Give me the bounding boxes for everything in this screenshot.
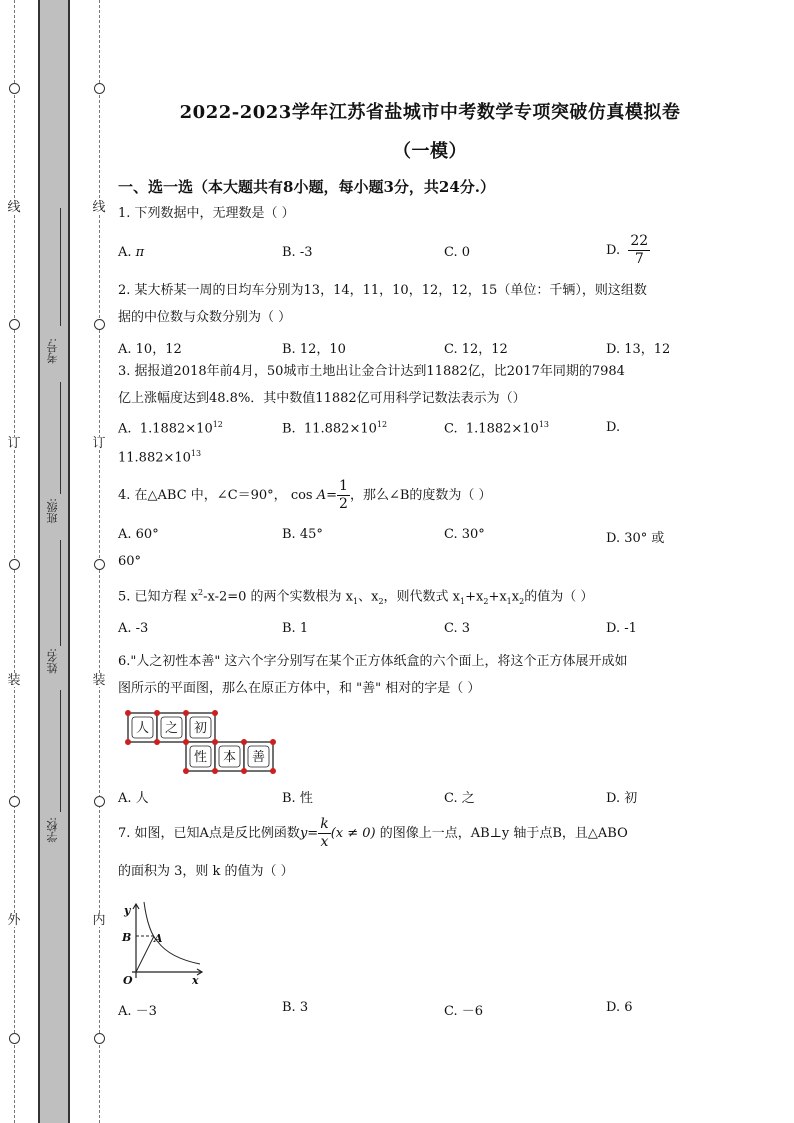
question-2-stem-line1: 2. 某大桥某一周的日均车分别为13，14，11，10，12，12，15（单位：千辆），则这组数 — [118, 283, 647, 298]
binding-hole — [94, 83, 105, 94]
q7-option-a: A. －3 — [118, 1004, 157, 1019]
fill-line — [60, 382, 61, 494]
margin-char-inner: 内 — [92, 913, 106, 928]
q7-option-c: C. －6 — [444, 1004, 484, 1019]
binding-strip — [38, 0, 70, 1123]
binding-hole — [94, 796, 105, 807]
page-subtitle: （一模） — [393, 141, 467, 162]
graph-b-label: B — [122, 931, 132, 944]
margin-char-outer: 线 — [7, 200, 21, 215]
margin-char-inner: 线 — [92, 200, 106, 215]
fill-line — [60, 540, 61, 646]
binding-hole — [9, 319, 20, 330]
binding-hole — [9, 1033, 20, 1044]
margin-char-outer: 装 — [7, 673, 21, 688]
q2-option-c: C. 12，12 — [444, 342, 508, 357]
binding-hole — [9, 559, 20, 570]
q6-option-c: C. 之 — [444, 791, 475, 806]
question-7-stem: 7. 如图，已知A点是反比例函数y= $\frac{k}{x}$ (x ≠ 0) 的图像上一点，AB⊥y 轴于点B，且△ABO — [118, 816, 628, 850]
margin-char-inner: 订 — [92, 436, 106, 451]
graph-a-label: A — [154, 932, 163, 945]
section-heading: 一、选一选（本大题共有8小题，每小题3分，共24分.） — [118, 178, 495, 196]
net-face-1: 人 — [135, 721, 150, 736]
q1-option-a: A. π — [118, 245, 145, 260]
graph-x-label: x — [192, 974, 199, 987]
binding-hole — [94, 319, 105, 330]
school-label: 学校: — [46, 817, 59, 843]
q4-option-a: A. 60° — [118, 527, 159, 542]
hyperbola-graph — [118, 896, 208, 988]
question-3-stem-line2: 亿上涨幅度达到48.8%．其中数值11882亿可用科学记数法表示为（） — [118, 391, 526, 406]
q4-option-d: D. 30° 或 — [606, 531, 665, 546]
name-label: 姓名: — [46, 648, 59, 674]
q6-option-d: D. 初 — [606, 791, 638, 806]
q5-option-d: D. -1 — [606, 621, 637, 636]
margin-char-inner: 装 — [92, 673, 106, 688]
binding-hole — [9, 83, 20, 94]
fill-line — [60, 690, 61, 812]
q3-option-c: C. $1.1882\times 10^{13}$ — [444, 420, 549, 437]
cube-net-figure — [122, 708, 284, 776]
question-1-stem: 1. 下列数据中，无理数是（ ） — [118, 206, 295, 221]
question-6-stem-line1: 6."人之初性本善" 这六个字分别写在某个正方体纸盒的六个面上，将这个正方体展开成如 — [118, 654, 628, 669]
question-2-stem-line2: 据的中位数与众数分别为（ ） — [118, 310, 292, 325]
class-label: 班级: — [46, 498, 59, 524]
graph-y-label: y — [124, 904, 131, 917]
q1-option-d: D. $\frac{22}{7}$ — [606, 233, 649, 267]
net-face-4: 性 — [193, 750, 208, 765]
q5-option-c: C. 3 — [444, 621, 471, 636]
q3-option-d-label: D. — [606, 420, 621, 435]
question-6-stem-line2: 图所示的平面图，那么在原正方体中，和 "善" 相对的字是（ ） — [118, 681, 481, 696]
net-face-3: 初 — [193, 721, 208, 736]
margin-char-outer: 订 — [7, 436, 21, 451]
q2-option-d: D. 13，12 — [606, 342, 671, 357]
page-title: 2022-2023学年江苏省盐城市中考数学专项突破仿真模拟卷 — [179, 102, 681, 123]
q6-option-b: B. 性 — [282, 791, 313, 806]
q4-option-d-cont: 60° — [118, 554, 142, 569]
net-face-2: 之 — [164, 721, 179, 736]
binding-hole — [94, 559, 105, 570]
fill-line — [60, 208, 61, 326]
graph-o-label: O — [123, 974, 133, 987]
question-3-stem-line1: 3. 据报道2018年前4月，50城市土地出让金合计达到11882亿，比2017年同期的7984 — [118, 364, 625, 379]
margin-char-outer: 外 — [7, 913, 21, 928]
question-5-stem: 5. 已知方程 $x^2-x-2=0$ 的两个实数根为 $x_1$、$x_2$，则代数式 $x_1+x_2+x_1x_2$的值为（ ） — [118, 588, 594, 606]
q4-option-c: C. 30° — [444, 527, 485, 542]
net-face-5: 本 — [222, 750, 237, 765]
q5-option-b: B. 1 — [282, 621, 309, 636]
net-face-6: 善 — [251, 750, 266, 765]
binding-hole — [94, 1033, 105, 1044]
q2-option-b: B. 12，10 — [282, 342, 346, 357]
q1-option-b: B. -3 — [282, 245, 313, 260]
q3-option-b: B. $11.882\times 10^{12}$ — [282, 420, 388, 437]
question-4-stem: 4. 在△ABC 中，∠C＝90°， cos A= $\frac{1}{2}$ ，那么∠B的度数为（ ） — [118, 478, 492, 512]
binding-hole — [9, 796, 20, 807]
q2-option-a: A. 10，12 — [118, 342, 182, 357]
exam-number-label: 考号: — [46, 338, 59, 364]
q3-option-d-value: $11.882\times 10^{13}$ — [118, 449, 202, 466]
question-7-stem-line2: 的面积为 3，则 k 的值为（ ） — [118, 864, 294, 879]
q7-option-b: B. 3 — [282, 1000, 309, 1015]
q4-option-b: B. 45° — [282, 527, 323, 542]
q5-option-a: A. -3 — [118, 621, 149, 636]
q7-option-d: D. 6 — [606, 1000, 633, 1015]
q6-option-a: A. 人 — [118, 791, 149, 806]
q1-option-c: C. 0 — [444, 245, 471, 260]
q3-option-a: A. $1.1882\times 10^{12}$ — [118, 420, 223, 437]
